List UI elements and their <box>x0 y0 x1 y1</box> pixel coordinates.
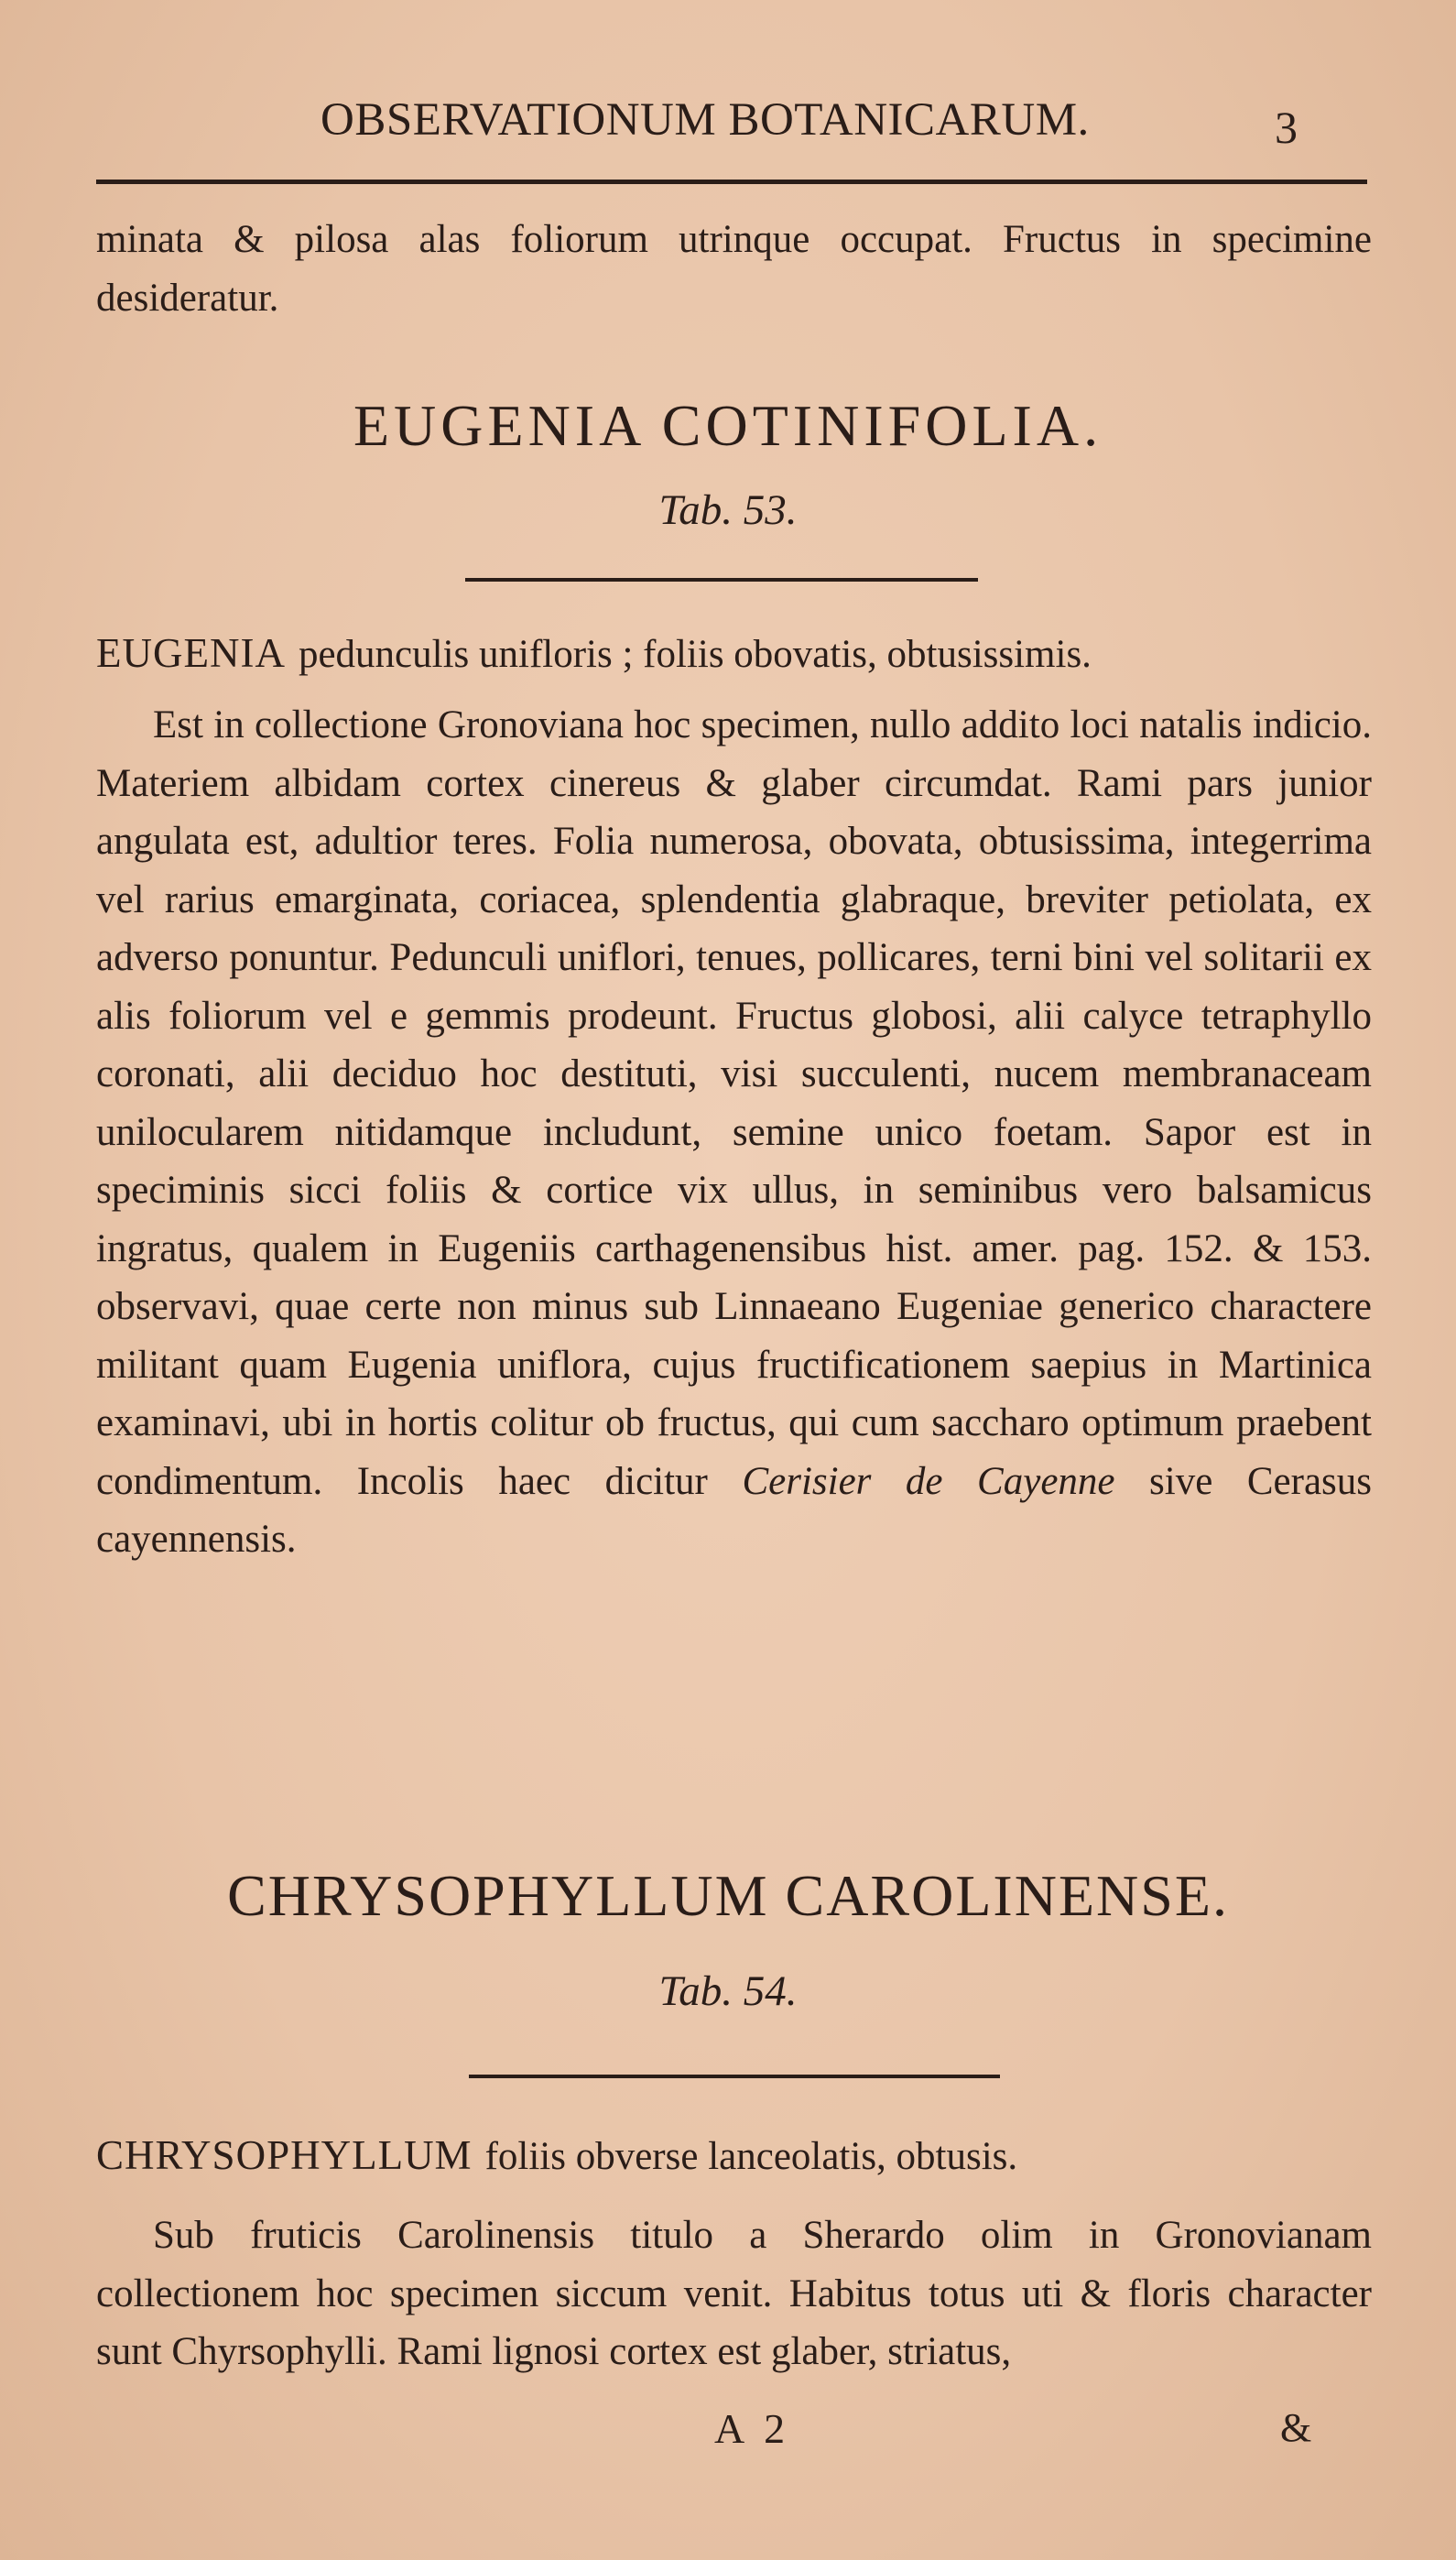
header-rule <box>96 180 1367 184</box>
eugenia-description <box>96 696 1372 1569</box>
eugenia-description-end: sive Cerasus cayennensis. <box>96 1459 1372 1561</box>
chrysophyllum-diagnosis <box>96 2127 1372 2186</box>
chrysophyllum-section-title: CHRYSOPHYLLUM CAROLINENSE. <box>227 1863 1229 1928</box>
continuation-text: minata & pilosa alas foliorum utrinque occupat. Fructus in specimine desideratur. <box>96 218 1372 320</box>
chrysophyllum-description <box>96 2206 1372 2381</box>
continuation-paragraph <box>96 211 1372 327</box>
eugenia-title-rule <box>465 578 978 582</box>
signature-mark: A 2 <box>714 2405 791 2452</box>
eugenia-section-title: EUGENIA COTINIFOLIA. <box>353 393 1103 458</box>
eugenia-diagnosis-genus: EUGENIA <box>96 630 286 676</box>
chrysophyllum-plate-reference: Tab. 54. <box>658 1967 798 2015</box>
running-head-title: OBSERVATIONUM BOTANICARUM. <box>321 94 1090 146</box>
eugenia-vernacular-name: Cerisier de Cayenne <box>742 1459 1115 1503</box>
eugenia-diagnosis-text: pedunculis unifloris ; foliis obovatis, obtusissimis. <box>298 633 1092 676</box>
catchword: & <box>1280 2405 1312 2450</box>
chrysophyllum-description-text: Sub fruticis Carolinensis titulo a Sherardo olim in Gronovianam collectionem hoc specimen siccum venit. Habitus totus uti & floris character sunt Chyrsophylli. Rami lignosi cortex est glaber, striatus, <box>96 2214 1372 2373</box>
eugenia-diagnosis <box>96 625 1372 684</box>
eugenia-plate-reference: Tab. 53. <box>658 486 798 534</box>
chrysophyllum-title-rule <box>469 2075 1000 2078</box>
chrysophyllum-diagnosis-text: foliis obverse lanceolatis, obtusis. <box>484 2135 1018 2178</box>
chrysophyllum-diagnosis-genus: CHRYSOPHYLLUM <box>96 2132 473 2178</box>
page-number: 3 <box>1275 102 1298 153</box>
eugenia-description-text: Est in collectione Gronoviana hoc specimen, nullo addito loci natalis indicio. Materiem albidam cortex cinereus & glaber circumdat. Rami pars junior angulata est, adultior teres. Folia numerosa, obovata, obtusissima, integerrima vel rarius emarginata, coriacea, splendentia glabraque, breviter petiolata, ex adverso ponuntur. Pedunculi uniflori, tenues, pollicares, terni bini vel solitarii ex alis foliorum vel e gemmis prodeunt. Fructus globosi, alii calyce tetraphyllo coronati, alii deciduo hoc destituti, visi succulenti, nucem membranaceam unilocularem nitidamque includunt, semine unico foetam. Sapor est in speciminis sicci foliis & cortice vix ullus, in seminibus vero balsamicus ingratus, qualem in Eugeniis carthagenensibus hist. amer. pag. 152. & 153. observavi, quae certe non minus sub Linnaeano Eugeniae generico charactere militant quam Eugenia uniflora, cujus fructificationem saepius in Martinica examinavi, ubi in hortis colitur ob fructus, qui cum saccharo optimum praebent condimentum. Incolis haec dicitur <box>96 703 1372 1503</box>
